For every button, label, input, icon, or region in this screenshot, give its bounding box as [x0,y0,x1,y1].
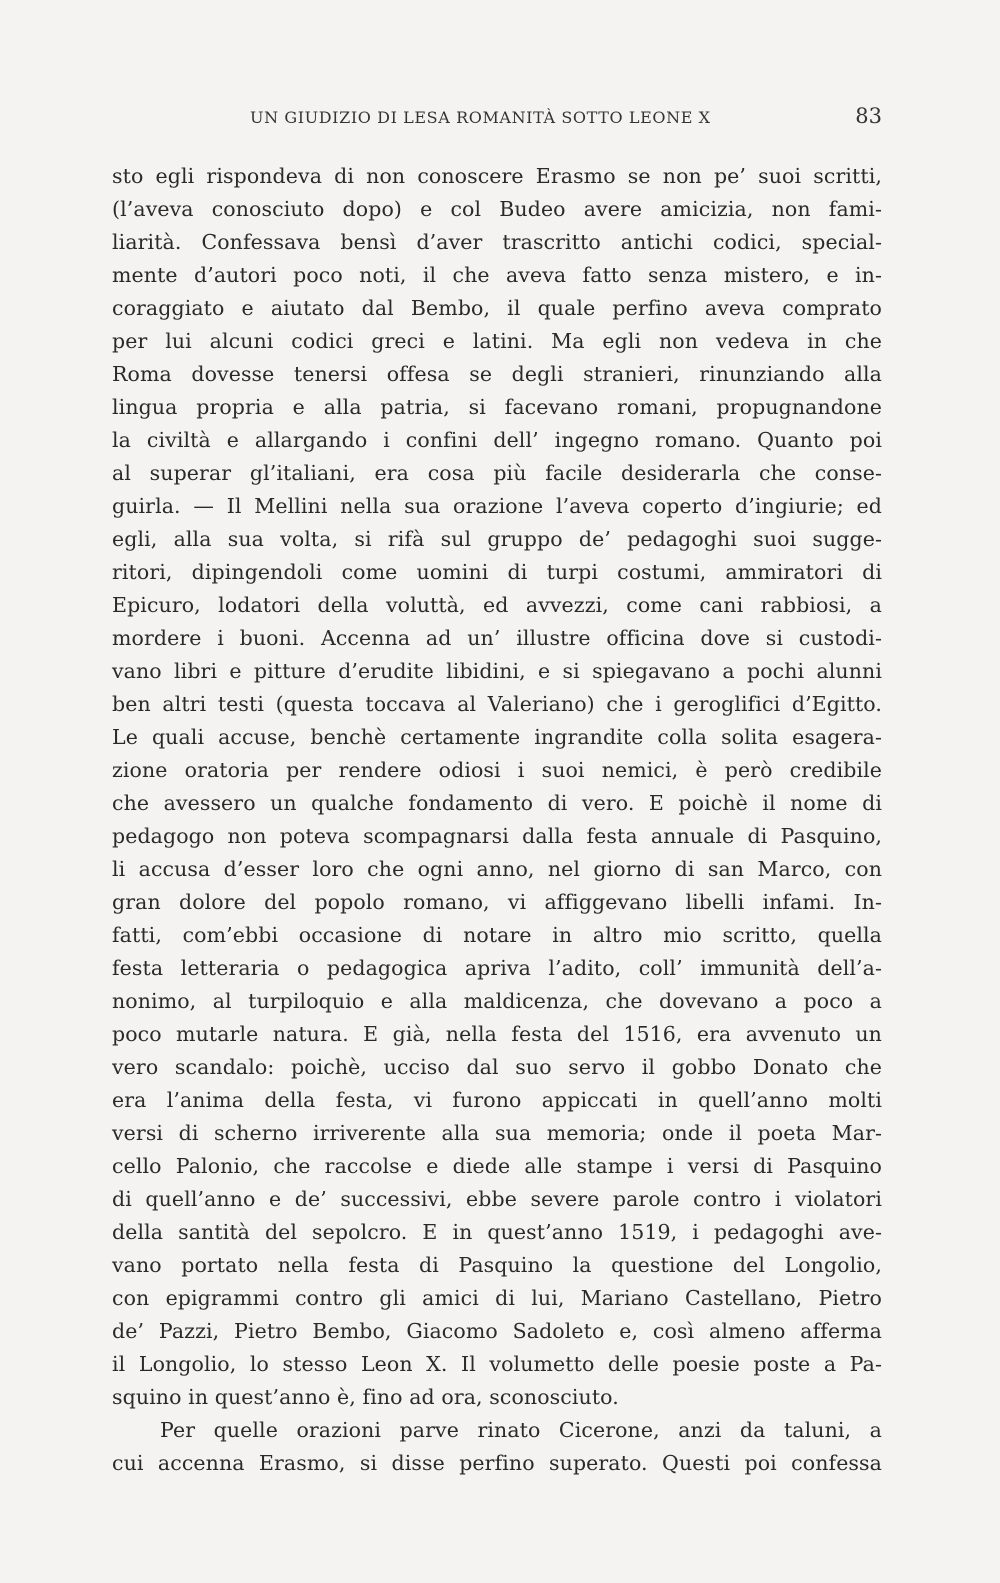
text-line: ben altri testi (questa toccava al Valeriano) che i geroglifici d’Egitto. [112,692,882,716]
paragraph-end-line: squino in quest’anno è, fino ad ora, sconosciuto. [112,1385,619,1409]
text-line: mordere i buoni. Accenna ad un’ illustre officina dove si custodi- [112,626,882,650]
running-head: UN GIUDIZIO DI LESA ROMANITÀ SOTTO LEONE X [250,108,711,127]
text-line: che avessero un qualche fondamento di vero. E poichè il nome di [112,791,882,815]
text-line: liarità. Confessava bensì d’aver trascritto antichi codici, special- [112,230,882,254]
text-line: lingua propria e alla patria, si facevano romani, propugnandone [112,395,882,419]
text-line: fatti, com’ebbi occasione di notare in altro mio scritto, quella [112,923,882,947]
text-line: versi di scherno irriverente alla sua memoria; onde il poeta Mar- [112,1121,882,1145]
text-line: coraggiato e aiutato dal Bembo, il quale perfino aveva comprato [112,296,882,320]
text-line: zione oratoria per rendere odiosi i suoi nemici, è però credibile [112,758,882,782]
page-header [112,104,882,134]
text-line: festa letteraria o pedagogica apriva l’adito, coll’ immunità dell’a- [112,956,882,980]
text-line: con epigrammi contro gli amici di lui, Mariano Castellano, Pietro [112,1286,882,1310]
text-line: de’ Pazzi, Pietro Bembo, Giacomo Sadoleto e, così almeno afferma [112,1319,882,1343]
text-line: li accusa d’esser loro che ogni anno, nel giorno di san Marco, con [112,857,882,881]
text-line: egli, alla sua volta, si rifà sul gruppo de’ pedagoghi suoi sugge- [112,527,882,551]
text-line: guirla. — Il Mellini nella sua orazione l’aveva coperto d’ingiurie; ed [112,494,882,518]
text-line: (l’aveva conosciuto dopo) e col Budeo avere amicizia, non fami- [112,197,882,221]
text-line: era l’anima della festa, vi furono appiccati in quell’anno molti [112,1088,882,1112]
text-line: la civiltà e allargando i confini dell’ ingegno romano. Quanto poi [112,428,882,452]
body-text [112,160,882,1480]
text-line: sto egli rispondeva di non conoscere Erasmo se non pe’ suoi scritti, [112,164,882,188]
text-line: Roma dovesse tenersi offesa se degli stranieri, rinunziando alla [112,362,882,386]
text-line: nonimo, al turpiloquio e alla maldicenza, che dovevano a poco a [112,989,882,1013]
text-line: mente d’autori poco noti, il che aveva fatto senza mistero, e in- [112,263,882,287]
text-line: il Longolio, lo stesso Leon X. Il volumetto delle poesie poste a Pa- [112,1352,882,1376]
text-line: per lui alcuni codici greci e latini. Ma egli non vedeva in che [112,329,882,353]
text-line: vero scandalo: poichè, ucciso dal suo servo il gobbo Donato che [112,1055,882,1079]
text-line: Le quali accuse, benchè certamente ingrandite colla solita esagera- [112,725,882,749]
text-line: ritori, dipingendoli come uomini di turpi costumi, ammiratori di [112,560,882,584]
text-line: gran dolore del popolo romano, vi affiggevano libelli infami. In- [112,890,882,914]
text-line: cello Palonio, che raccolse e diede alle stampe i versi di Pasquino [112,1154,882,1178]
text-line: della santità del sepolcro. E in quest’anno 1519, i pedagoghi ave- [112,1220,882,1244]
text-line: cui accenna Erasmo, si disse perfino superato. Questi poi confessa [112,1451,882,1475]
text-line: poco mutarle natura. E già, nella festa del 1516, era avvenuto un [112,1022,882,1046]
text-line: pedagogo non poteva scompagnarsi dalla festa annuale di Pasquino, [112,824,882,848]
text-line: Epicuro, lodatori della voluttà, ed avvezzi, come cani rabbiosi, a [112,593,882,617]
text-line: di quell’anno e de’ successivi, ebbe severe parole contro i violatori [112,1187,882,1211]
text-line: vano libri e pitture d’erudite libidini, e si spiegavano a pochi alunni [112,659,882,683]
page-number: 83 [855,104,882,128]
paragraph-start-line: Per quelle orazioni parve rinato Cicerone, anzi da taluni, a [160,1418,882,1442]
text-line: vano portato nella festa di Pasquino la questione del Longolio, [112,1253,882,1277]
text-line: al superar gl’italiani, era cosa più facile desiderarla che conse- [112,461,882,485]
